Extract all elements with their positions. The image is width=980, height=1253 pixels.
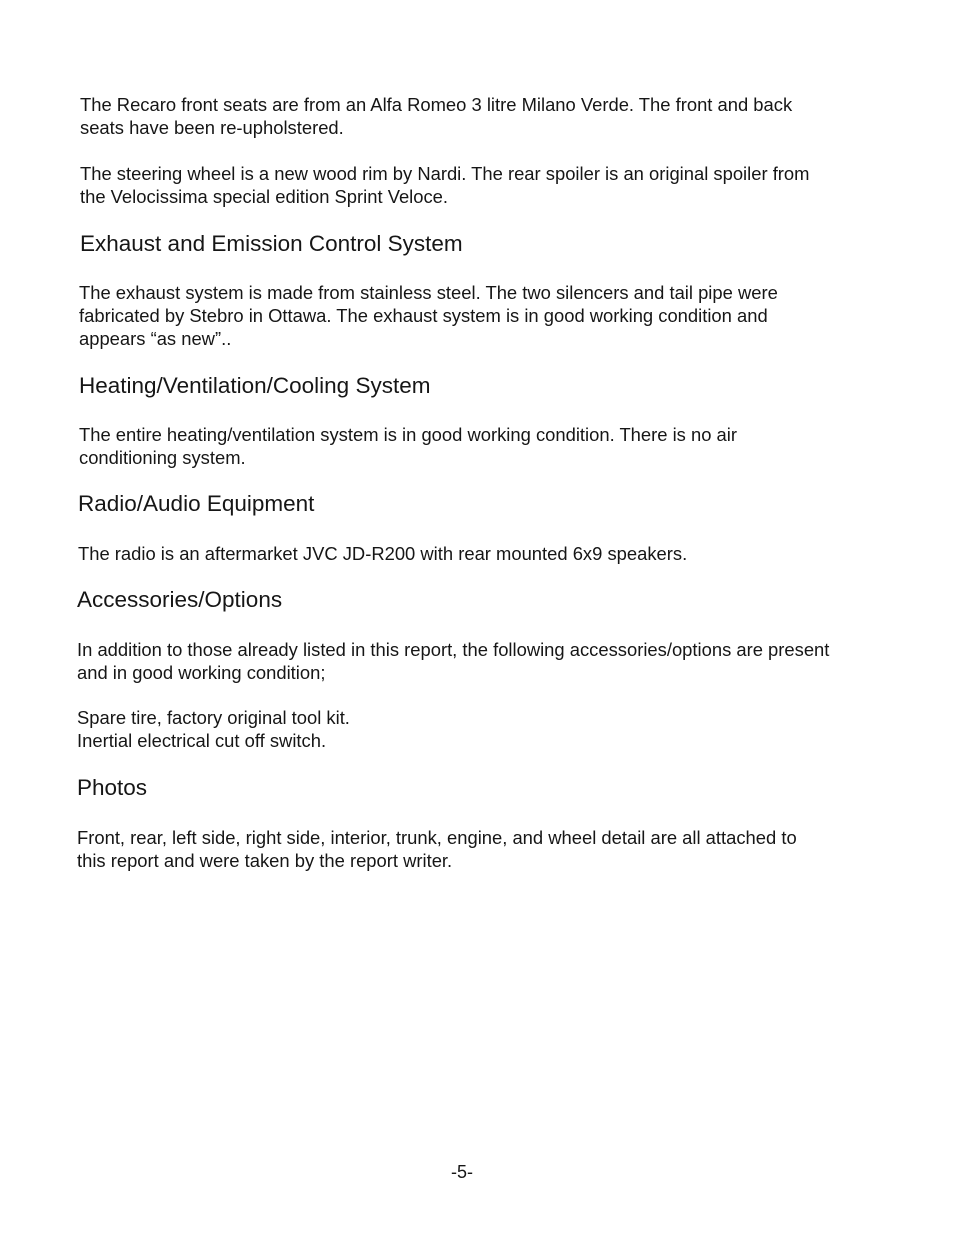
page-number: -5- xyxy=(451,1162,473,1182)
radio-heading: Radio/Audio Equipment xyxy=(78,491,315,516)
paragraph-line: this report and were taken by the report writer. xyxy=(77,850,453,871)
accessories-paragraph xyxy=(77,638,887,684)
paragraph-line: The entire heating/ventilation system is in good working condition. There is no air xyxy=(79,424,737,445)
paragraph-line: The Recaro front seats are from an Alfa Romeo 3 litre Milano Verde. The front and back xyxy=(80,94,793,115)
steering-paragraph xyxy=(80,162,890,208)
accessories-list xyxy=(77,706,887,752)
radio-paragraph xyxy=(78,542,888,565)
photos-heading: Photos xyxy=(77,775,148,800)
paragraph-line: The radio is an aftermarket JVC JD-R200 with rear mounted 6x9 speakers. xyxy=(78,543,688,564)
list-item: Spare tire, factory original tool kit. xyxy=(77,707,350,728)
paragraph-line: In addition to those already listed in this report, the following accessories/options are present xyxy=(77,639,830,660)
paragraph-line: The steering wheel is a new wood rim by Nardi. The rear spoiler is an original spoiler from xyxy=(80,163,810,184)
paragraph-line: fabricated by Stebro in Ottawa. The exhaust system is in good working condition and xyxy=(79,305,768,326)
photos-paragraph xyxy=(77,826,887,872)
paragraph-line: conditioning system. xyxy=(79,447,246,468)
exhaust-paragraph xyxy=(79,281,889,350)
paragraph-line: The exhaust system is made from stainless steel. The two silencers and tail pipe were xyxy=(79,282,778,303)
heating-paragraph xyxy=(79,423,889,469)
seats-paragraph xyxy=(80,93,890,139)
paragraph-line: Front, rear, left side, right side, interior, trunk, engine, and wheel detail are all attached to xyxy=(77,827,797,848)
paragraph-line: seats have been re-upholstered. xyxy=(80,117,344,138)
exhaust-heading: Exhaust and Emission Control System xyxy=(80,231,463,256)
accessories-heading: Accessories/Options xyxy=(77,587,283,612)
paragraph-line: appears “as new”.. xyxy=(79,328,232,349)
paragraph-line: the Velocissima special edition Sprint Veloce. xyxy=(80,186,449,207)
paragraph-line: and in good working condition; xyxy=(77,662,326,683)
list-item: Inertial electrical cut off switch. xyxy=(77,730,327,751)
heating-heading: Heating/Ventilation/Cooling System xyxy=(79,373,431,398)
